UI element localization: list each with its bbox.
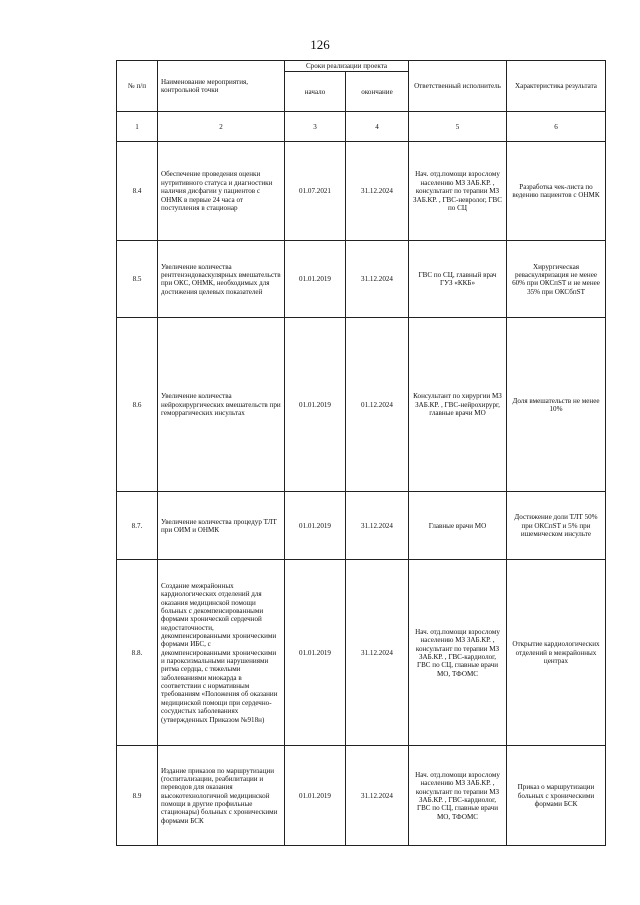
row-start: 01.07.2021 xyxy=(285,142,346,241)
header-end: окончание xyxy=(346,72,409,112)
row-end: 31.12.2024 xyxy=(346,560,409,746)
table-row xyxy=(117,318,606,492)
row-responsible: ГВС по СЦ, главный врач ГУЗ «ККБ» xyxy=(409,241,507,318)
row-name: Увеличение количества рентгенэндоваскулярных вмешательств при ОКС, ОНМК, необходимых для достижения целевых показателей xyxy=(158,241,285,318)
row-name: Увеличение количества процедур ТЛТ при ОИМ и ОНМК xyxy=(158,492,285,560)
row-num: 8.6 xyxy=(117,318,158,492)
row-name: Обеспечение проведения оценки нутритивного статуса и диагностики наличия дисфагии у пациентов с ОНМК в первые 24 часа от поступления в стационар xyxy=(158,142,285,241)
row-num: 8.7. xyxy=(117,492,158,560)
project-schedule-table xyxy=(116,60,606,846)
row-num: 8.5 xyxy=(117,241,158,318)
row-start: 01.01.2019 xyxy=(285,241,346,318)
table-row xyxy=(117,241,606,318)
row-end: 31.12.2024 xyxy=(346,746,409,846)
row-name: Создание межрайонных кардиологических отделений для оказания медицинской помощи больных с декомпенсированными формами хронической сердечной недостаточности, декомпенсированными хроническими формами ИБС, с декомпенсированными хроническими и пароксизмальными нарушениями ритма сердца, с тяжелыми заболеваниями миокарда в соответствии с нормативным требованиям «Положения об оказании медицинской помощи при сердечно-сосудистых заболеваниях (утвержденных Приказом №918н) xyxy=(158,560,285,746)
table-row xyxy=(117,142,606,241)
row-num: 8.4 xyxy=(117,142,158,241)
header-period: Сроки реализации проекта xyxy=(285,61,409,72)
index-cell: 6 xyxy=(507,112,606,142)
row-num: 8.9 xyxy=(117,746,158,846)
header-result: Характеристика результата xyxy=(507,61,606,112)
row-responsible: Нач. отд.помощи взрослому населению МЗ ЗАБ.КР. , консультант по терапии МЗ ЗАБ.КР. , ГВС-кардиолог, ГВС по СЦ, главные врачи МО, ТФОМС xyxy=(409,560,507,746)
row-start: 01.01.2019 xyxy=(285,492,346,560)
row-result: Открытие кардиологических отделений в межрайонных центрах xyxy=(507,560,606,746)
index-cell: 4 xyxy=(346,112,409,142)
index-row xyxy=(117,112,606,142)
row-end: 31.12.2024 xyxy=(346,142,409,241)
row-end: 01.12.2024 xyxy=(346,318,409,492)
row-start: 01.01.2019 xyxy=(285,746,346,846)
row-end: 31.12.2024 xyxy=(346,492,409,560)
row-result: Достижение доли ТЛТ 50% при ОКСпST и 5% при ишемическом инсульте xyxy=(507,492,606,560)
row-responsible: Главные врачи МО xyxy=(409,492,507,560)
index-cell: 2 xyxy=(158,112,285,142)
row-start: 01.01.2019 xyxy=(285,560,346,746)
row-result: Разработка чек-листа по ведению пациентов с ОНМК xyxy=(507,142,606,241)
row-responsible: Консультант по хирургии МЗ ЗАБ.КР. , ГВС-нейрохирург, главные врачи МО xyxy=(409,318,507,492)
index-cell: 5 xyxy=(409,112,507,142)
index-cell: 3 xyxy=(285,112,346,142)
header-name: Наименование мероприятия, контрольной точки xyxy=(158,61,285,112)
header-responsible: Ответственный исполнитель xyxy=(409,61,507,112)
row-start: 01.01.2019 xyxy=(285,318,346,492)
row-end: 31.12.2024 xyxy=(346,241,409,318)
header-start: начало xyxy=(285,72,346,112)
row-name: Издание приказов по маршрутизации (госпитализации, реабилитации и переводов для оказания высокотехнологичной медицинской помощи в другие профильные стационары) больных с хроническими формами БСК xyxy=(158,746,285,846)
row-num: 8.8. xyxy=(117,560,158,746)
table-row xyxy=(117,560,606,746)
table-row xyxy=(117,746,606,846)
index-cell: 1 xyxy=(117,112,158,142)
row-responsible: Нач. отд.помощи взрослому населению МЗ ЗАБ.КР. , консультант по терапии МЗ ЗАБ.КР. , ГВС-невролог, ГВС по СЦ xyxy=(409,142,507,241)
header-num: № п/п xyxy=(117,61,158,112)
row-result: Доля вмешательств не менее 10% xyxy=(507,318,606,492)
row-responsible: Нач. отд.помощи взрослому населению МЗ ЗАБ.КР. , консультант по терапии МЗ ЗАБ.КР. , ГВС-кардиолог, ГВС по СЦ, главные врачи МО, ТФОМС xyxy=(409,746,507,846)
row-result: Приказ о маршрутизации больных с хроническими формами БСК xyxy=(507,746,606,846)
row-result: Хирургическая реваскуляризация не менее 60% при ОКСпST и не менее 35% при ОКСбпST xyxy=(507,241,606,318)
page-number: 126 xyxy=(310,37,330,52)
row-name: Увеличение количества нейрохирургических вмешательств при геморрагических инсультах xyxy=(158,318,285,492)
table-row xyxy=(117,492,606,560)
